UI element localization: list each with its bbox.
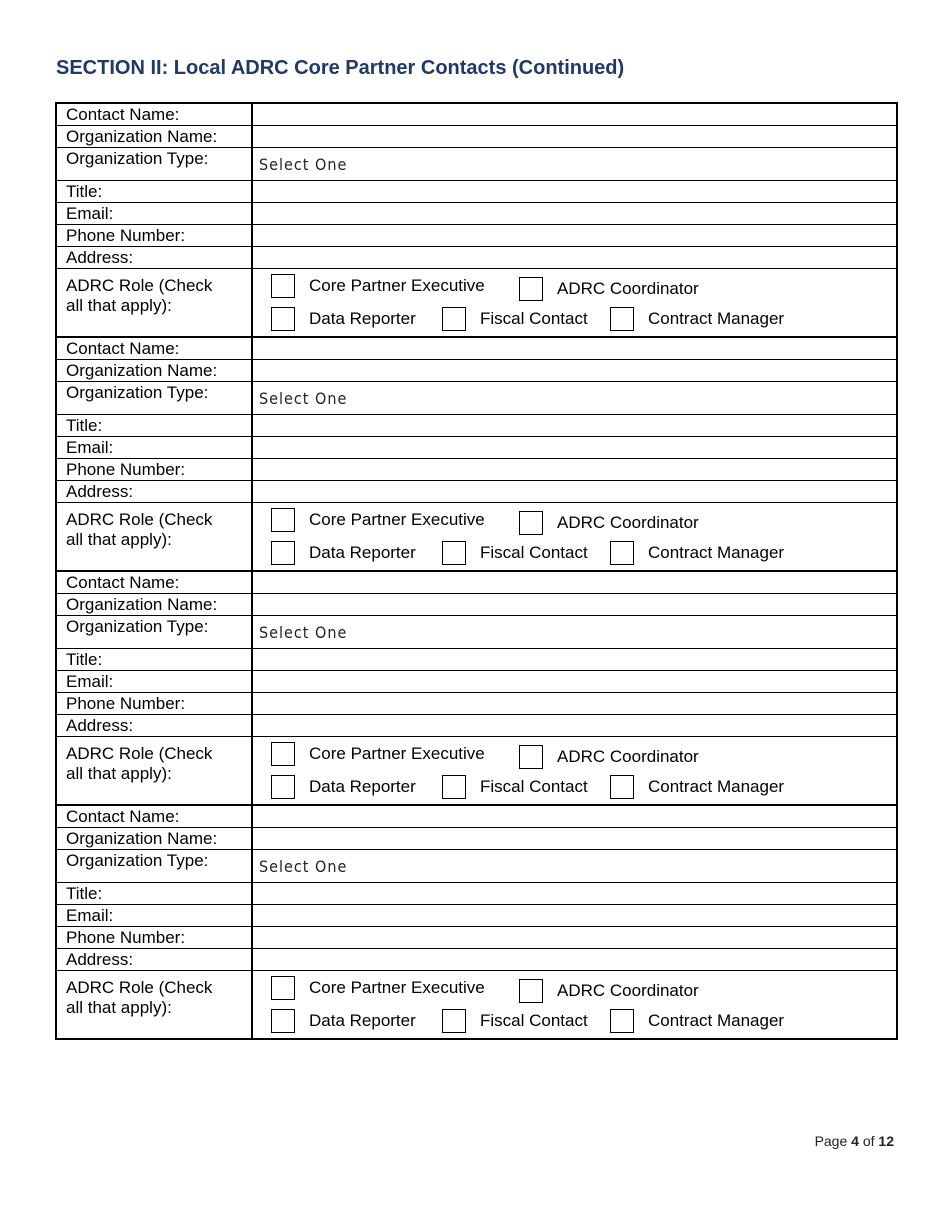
adrc-coordinator-label: ADRC Coordinator xyxy=(557,747,699,766)
core-partner-executive-checkbox[interactable] xyxy=(271,976,295,1000)
phone-number-label: Phone Number: xyxy=(56,225,252,247)
contact-name-label: Contact Name: xyxy=(56,805,252,828)
contract-manager-label: Contract Manager xyxy=(648,1011,785,1030)
phone-number-field[interactable] xyxy=(252,927,897,949)
contact-name-field[interactable] xyxy=(252,571,897,594)
adrc-role-options xyxy=(252,269,897,338)
address-field[interactable] xyxy=(252,247,897,269)
adrc-role-label xyxy=(56,971,252,1040)
contract-manager-label: Contract Manager xyxy=(648,309,785,328)
contact-3-organization-name-row xyxy=(56,594,897,616)
role-option-data-reporter[interactable] xyxy=(271,775,416,799)
contact-3-title-row xyxy=(56,649,897,671)
organization-type-select[interactable] xyxy=(252,382,897,415)
contact-4-phone-number-row xyxy=(56,927,897,949)
contact-2-organization-name-row xyxy=(56,360,897,382)
adrc-coordinator-checkbox[interactable] xyxy=(519,277,543,301)
contact-3-phone-number-row xyxy=(56,693,897,715)
title-field[interactable] xyxy=(252,649,897,671)
adrc-role-options xyxy=(252,737,897,806)
select-one-placeholder: Select One xyxy=(259,623,348,642)
organization-name-field[interactable] xyxy=(252,360,897,382)
adrc-role-label-line2: all that apply): xyxy=(66,998,172,1017)
core-partner-contacts-table xyxy=(55,102,898,1040)
adrc-coordinator-checkbox[interactable] xyxy=(519,745,543,769)
contact-1-title-row xyxy=(56,181,897,203)
role-option-contract-manager[interactable] xyxy=(610,307,784,331)
title-label: Title: xyxy=(56,415,252,437)
contact-1-phone-number-row xyxy=(56,225,897,247)
phone-number-label: Phone Number: xyxy=(56,693,252,715)
data-reporter-label: Data Reporter xyxy=(309,1011,416,1030)
title-field[interactable] xyxy=(252,181,897,203)
data-reporter-checkbox[interactable] xyxy=(271,541,295,565)
fiscal-contact-label: Fiscal Contact xyxy=(480,1011,588,1030)
role-option-data-reporter[interactable] xyxy=(271,307,416,331)
contract-manager-label: Contract Manager xyxy=(648,543,785,562)
organization-name-field[interactable] xyxy=(252,828,897,850)
adrc-coordinator-label: ADRC Coordinator xyxy=(557,279,699,298)
adrc-role-label-line2: all that apply): xyxy=(66,530,172,549)
contact-name-label: Contact Name: xyxy=(56,337,252,360)
email-field[interactable] xyxy=(252,905,897,927)
contact-name-label: Contact Name: xyxy=(56,103,252,126)
adrc-coordinator-label: ADRC Coordinator xyxy=(557,513,699,532)
address-field[interactable] xyxy=(252,949,897,971)
address-label: Address: xyxy=(56,715,252,737)
organization-type-label: Organization Type: xyxy=(56,148,252,181)
data-reporter-label: Data Reporter xyxy=(309,543,416,562)
select-one-placeholder: Select One xyxy=(259,857,348,876)
page-word: Page xyxy=(814,1133,848,1149)
contact-1-address-row xyxy=(56,247,897,269)
contact-1-email-row xyxy=(56,203,897,225)
fiscal-contact-checkbox[interactable] xyxy=(442,1009,466,1033)
select-one-placeholder: Select One xyxy=(259,155,348,174)
role-option-adrc-coordinator[interactable] xyxy=(519,277,699,301)
adrc-coordinator-checkbox[interactable] xyxy=(519,979,543,1003)
adrc-coordinator-label: ADRC Coordinator xyxy=(557,981,699,1000)
organization-name-label: Organization Name: xyxy=(56,360,252,382)
contact-1-organization-name-row xyxy=(56,126,897,148)
adrc-role-label-line2: all that apply): xyxy=(66,296,172,315)
contact-4-title-row xyxy=(56,883,897,905)
contact-4-adrc-role-row xyxy=(56,971,897,1040)
contact-3-organization-type-row xyxy=(56,616,897,649)
adrc-role-label-line2: all that apply): xyxy=(66,764,172,783)
contact-name-field[interactable] xyxy=(252,805,897,828)
fiscal-contact-checkbox[interactable] xyxy=(442,775,466,799)
role-option-fiscal-contact[interactable] xyxy=(442,307,588,331)
core-partner-executive-checkbox[interactable] xyxy=(271,742,295,766)
contact-1-contact-name-row xyxy=(56,103,897,126)
title-label: Title: xyxy=(56,181,252,203)
organization-name-field[interactable] xyxy=(252,594,897,616)
address-label: Address: xyxy=(56,247,252,269)
contract-manager-checkbox[interactable] xyxy=(610,775,634,799)
role-option-core-partner-executive[interactable] xyxy=(271,508,485,532)
phone-number-label: Phone Number: xyxy=(56,459,252,481)
core-partner-executive-label: Core Partner Executive xyxy=(309,978,485,997)
role-option-contract-manager[interactable] xyxy=(610,1009,784,1033)
email-field[interactable] xyxy=(252,203,897,225)
fiscal-contact-checkbox[interactable] xyxy=(442,307,466,331)
fiscal-contact-label: Fiscal Contact xyxy=(480,309,588,328)
role-option-adrc-coordinator[interactable] xyxy=(519,745,699,769)
contact-4-organization-name-row xyxy=(56,828,897,850)
phone-number-field[interactable] xyxy=(252,225,897,247)
page-footer xyxy=(815,1133,894,1149)
fiscal-contact-label: Fiscal Contact xyxy=(480,777,588,796)
contact-name-field[interactable] xyxy=(252,337,897,360)
section-heading: SECTION II: Local ADRC Core Partner Contacts (Continued) xyxy=(56,57,625,79)
role-option-adrc-coordinator[interactable] xyxy=(519,979,699,1003)
email-label: Email: xyxy=(56,671,252,693)
core-partner-executive-label: Core Partner Executive xyxy=(309,276,485,295)
organization-name-label: Organization Name: xyxy=(56,126,252,148)
data-reporter-checkbox[interactable] xyxy=(271,1009,295,1033)
core-partner-executive-label: Core Partner Executive xyxy=(309,510,485,529)
adrc-role-label-line1: ADRC Role (Check xyxy=(66,978,213,997)
organization-type-select[interactable] xyxy=(252,616,897,649)
role-option-data-reporter[interactable] xyxy=(271,1009,416,1033)
email-field[interactable] xyxy=(252,671,897,693)
contact-4-contact-name-row xyxy=(56,805,897,828)
adrc-coordinator-checkbox[interactable] xyxy=(519,511,543,535)
phone-number-field[interactable] xyxy=(252,459,897,481)
page-number: 4 xyxy=(851,1133,859,1149)
address-field[interactable] xyxy=(252,715,897,737)
organization-name-field[interactable] xyxy=(252,126,897,148)
organization-type-label: Organization Type: xyxy=(56,382,252,415)
email-label: Email: xyxy=(56,905,252,927)
contact-1-adrc-role-row xyxy=(56,269,897,338)
adrc-role-label xyxy=(56,737,252,806)
adrc-role-options xyxy=(252,971,897,1040)
contact-3-adrc-role-row xyxy=(56,737,897,806)
title-field[interactable] xyxy=(252,883,897,905)
role-option-core-partner-executive[interactable] xyxy=(271,742,485,766)
core-partner-executive-checkbox[interactable] xyxy=(271,274,295,298)
contact-4-email-row xyxy=(56,905,897,927)
title-label: Title: xyxy=(56,649,252,671)
contract-manager-checkbox[interactable] xyxy=(610,1009,634,1033)
organization-type-select[interactable] xyxy=(252,850,897,883)
of-word: of xyxy=(862,1133,875,1149)
fiscal-contact-checkbox[interactable] xyxy=(442,541,466,565)
role-option-data-reporter[interactable] xyxy=(271,541,416,565)
title-field[interactable] xyxy=(252,415,897,437)
adrc-role-label xyxy=(56,503,252,572)
organization-type-label: Organization Type: xyxy=(56,850,252,883)
adrc-role-label-line1: ADRC Role (Check xyxy=(66,510,213,529)
data-reporter-label: Data Reporter xyxy=(309,777,416,796)
fiscal-contact-label: Fiscal Contact xyxy=(480,543,588,562)
data-reporter-label: Data Reporter xyxy=(309,309,416,328)
select-one-placeholder: Select One xyxy=(259,389,348,408)
contact-2-address-row xyxy=(56,481,897,503)
email-label: Email: xyxy=(56,203,252,225)
address-label: Address: xyxy=(56,481,252,503)
contract-manager-checkbox[interactable] xyxy=(610,307,634,331)
contact-4-organization-type-row xyxy=(56,850,897,883)
adrc-role-label xyxy=(56,269,252,338)
email-field[interactable] xyxy=(252,437,897,459)
contract-manager-checkbox[interactable] xyxy=(610,541,634,565)
role-option-fiscal-contact[interactable] xyxy=(442,775,588,799)
organization-name-label: Organization Name: xyxy=(56,594,252,616)
role-option-core-partner-executive[interactable] xyxy=(271,274,485,298)
role-option-core-partner-executive[interactable] xyxy=(271,976,485,1000)
contact-2-organization-type-row xyxy=(56,382,897,415)
data-reporter-checkbox[interactable] xyxy=(271,775,295,799)
title-label: Title: xyxy=(56,883,252,905)
role-option-contract-manager[interactable] xyxy=(610,775,784,799)
organization-name-label: Organization Name: xyxy=(56,828,252,850)
adrc-role-label-line1: ADRC Role (Check xyxy=(66,276,213,295)
contract-manager-label: Contract Manager xyxy=(648,777,785,796)
role-option-contract-manager[interactable] xyxy=(610,541,784,565)
address-field[interactable] xyxy=(252,481,897,503)
organization-type-label: Organization Type: xyxy=(56,616,252,649)
adrc-role-options xyxy=(252,503,897,572)
role-option-adrc-coordinator[interactable] xyxy=(519,511,699,535)
contact-4-address-row xyxy=(56,949,897,971)
contact-name-field[interactable] xyxy=(252,103,897,126)
core-partner-executive-label: Core Partner Executive xyxy=(309,744,485,763)
contact-2-title-row xyxy=(56,415,897,437)
contact-2-email-row xyxy=(56,437,897,459)
contact-2-phone-number-row xyxy=(56,459,897,481)
address-label: Address: xyxy=(56,949,252,971)
email-label: Email: xyxy=(56,437,252,459)
phone-number-field[interactable] xyxy=(252,693,897,715)
role-option-fiscal-contact[interactable] xyxy=(442,1009,588,1033)
contact-3-address-row xyxy=(56,715,897,737)
contact-3-email-row xyxy=(56,671,897,693)
contact-2-contact-name-row xyxy=(56,337,897,360)
contact-1-organization-type-row xyxy=(56,148,897,181)
core-partner-executive-checkbox[interactable] xyxy=(271,508,295,532)
role-option-fiscal-contact[interactable] xyxy=(442,541,588,565)
contact-2-adrc-role-row xyxy=(56,503,897,572)
phone-number-label: Phone Number: xyxy=(56,927,252,949)
contact-3-contact-name-row xyxy=(56,571,897,594)
data-reporter-checkbox[interactable] xyxy=(271,307,295,331)
adrc-role-label-line1: ADRC Role (Check xyxy=(66,744,213,763)
organization-type-select[interactable] xyxy=(252,148,897,181)
contact-name-label: Contact Name: xyxy=(56,571,252,594)
page-total: 12 xyxy=(878,1133,894,1149)
